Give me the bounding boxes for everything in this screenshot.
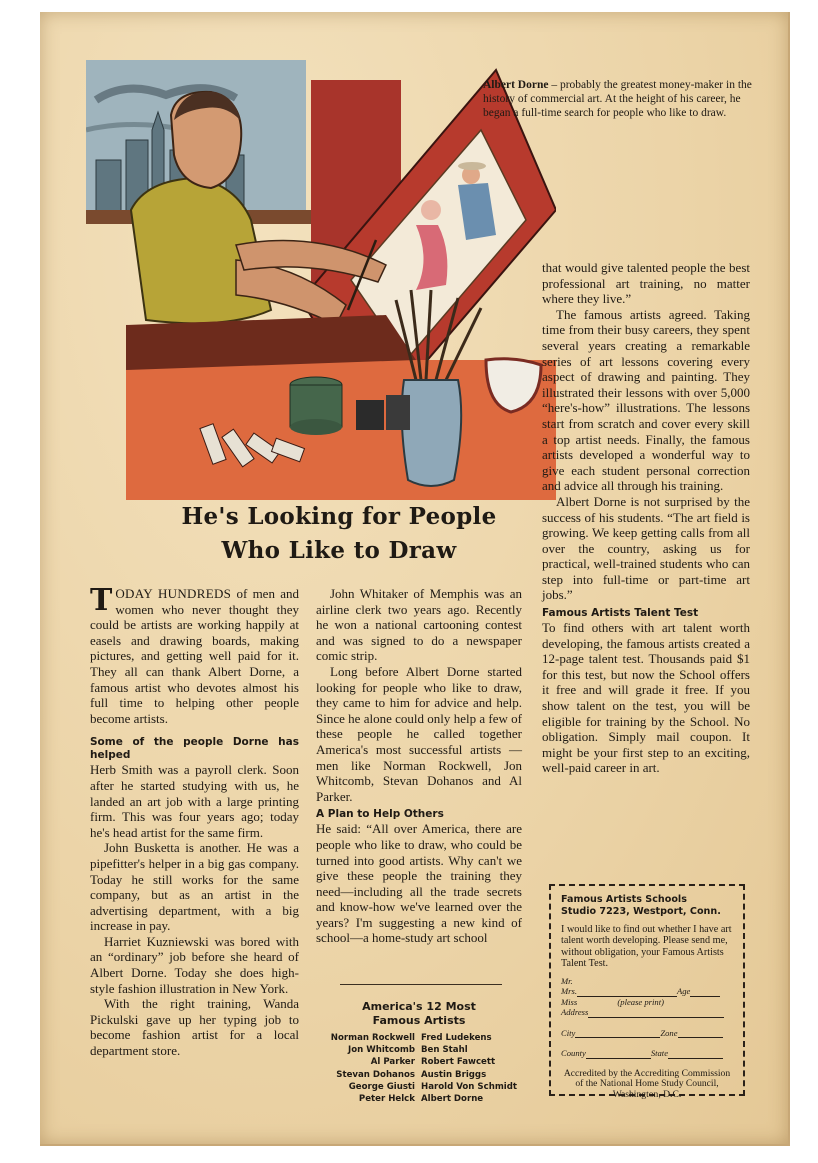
coupon-county-state-field[interactable] (561, 1048, 733, 1059)
coupon-title-mr: Mr. (561, 975, 573, 986)
artist-name: Austin Briggs (421, 1069, 487, 1080)
col3-paragraph-2: The famous artists agreed. Taking time from their busy careers, they spent several years creating a remarkable series of art lessons covering every aspect of drawing and painting. They illustrated their lessons with over 5,000 “here's-how” illustrations. The lessons start from scratch and cover every skill a top artist needs. Finally, the famous artists developed a wonderful way to give each student personal correction and advice all through his training. (542, 306, 750, 494)
albert-dorne-illustration (86, 60, 556, 500)
artist-name: George Giusti (348, 1081, 415, 1092)
coupon-miss-row (561, 997, 733, 1008)
coupon-accreditation: Accredited by the Accrediting Commission of the National Home Study Council, Washington, D.C. (563, 1067, 731, 1100)
headline-line-2: Who Like to Draw (221, 537, 457, 564)
coupon-city-label: City (561, 1027, 576, 1038)
artist-name: Al Parker (370, 1057, 415, 1068)
col2-subheading: A Plan to Help Others (316, 808, 444, 821)
col1-paragraph-4: Harriet Kuzniewski was bored with an “ordinary” job before she heard of Albert Dorne. Today she does high-style fashion illustration in New York. (90, 933, 299, 996)
artists-title (316, 1000, 522, 1028)
caption-name: Albert Dorne (483, 79, 549, 91)
col3-subheading: Famous Artists Talent Test (542, 607, 699, 620)
article-column-3 (542, 260, 750, 776)
col1-paragraph-5: With the right training, Wanda Pickulski gave up her typing job to become fashion artist for a local department store. (90, 996, 299, 1059)
artist-name: Robert Fawcett (421, 1057, 496, 1068)
col1-paragraph-1 (90, 583, 299, 726)
artist-name: Fred Ludekens (421, 1033, 492, 1043)
col1-p1-text: of men and women who never thought they could be artists are working happily at easels and drawing boards, making pictures, and getting well paid for it. They all can thank Albert Dorne, a famous artist who devotes almost his full time to helping other people become artists. (90, 586, 299, 726)
artist-name: Norman Rockwell (330, 1033, 415, 1043)
coupon-zone-label: Zone (660, 1027, 678, 1038)
headline-line-1: He's Looking for People (181, 503, 497, 530)
col3-paragraph-3: Albert Dorne is not surprised by the success of his students. “The art field is growing. We keep getting calls from all over the country, asking us for practical, well-trained students who can step into full-time or part-time art jobs.” (542, 493, 750, 603)
artist-name: Stevan Dohanos (336, 1069, 415, 1080)
artists-divider (340, 984, 502, 985)
coupon-address-label: Address (561, 1007, 589, 1018)
coupon-please-print: (please print) (617, 996, 664, 1007)
coupon-state-label: State (650, 1048, 669, 1059)
col3-paragraph-4: To find others with art talent worth developing, the famous artists created a 12-page talent test. Thousands paid $1 for this test, but now the School offers it free and will grade it free. If you show talent on the test, you will be eligible for training by the School. No obligation. Simply mail coupon. It might be your first step to an exciting, well-paid career in art. (542, 620, 750, 776)
artist-name: Jon Whitcomb (348, 1045, 415, 1056)
coupon-address-field[interactable] (561, 1007, 733, 1018)
artist-name: Peter Helck (358, 1094, 415, 1105)
coupon-age-label: Age (677, 986, 691, 997)
coupon-title-miss: Miss (561, 996, 578, 1007)
lead-small-caps: ODAY HUNDREDS (115, 586, 232, 601)
col3-paragraph-1: that would give talented people the best professional art training, no matter where they live.” (542, 260, 750, 307)
col2-paragraph-3: He said: “All over America, there are people who like to draw, who could be turned into good artists. Why can't we give these people the training they need—including all the trade secrets and know-how we've learned over the years? I'm suggesting a new kind of school—a home-study art school (316, 821, 522, 946)
col1-paragraph-3: John Busketta is another. He was a pipefitter's helper in a big gas company. Today he still works for the same company, but as an artist in the advertising department, with a big increase in pay. (90, 840, 299, 934)
coupon-name-row[interactable] (561, 986, 733, 997)
drop-cap: T (90, 583, 113, 618)
headline (124, 500, 554, 568)
coupon-school-address: Studio 7223, Westport, Conn. (561, 906, 721, 917)
artist-name: Harold Von Schmidt (421, 1081, 517, 1092)
artist-name: Ben Stahl (421, 1045, 468, 1056)
col1-subheading: Some of the people Dorne has helped (90, 736, 299, 762)
caption-text: – probably the greatest money-maker in the history of commercial art. At the height of his career, he began a full-time search for people who like to draw. (483, 79, 752, 119)
coupon-title-mrs: Mrs. (561, 986, 577, 997)
coupon-county-label: County (561, 1048, 586, 1059)
article-column-2 (316, 586, 522, 946)
artist-name: Albert Dorne (421, 1094, 484, 1105)
artists-title-line-2: Famous Artists (372, 1014, 466, 1027)
article-column-1 (90, 583, 299, 1059)
illustration-caption (483, 78, 753, 120)
col2-paragraph-1: John Whitaker of Memphis was an airline clerk two years ago. Recently he won a national cartooning contest and was signed to do a newspaper comic strip. (316, 586, 522, 664)
col2-paragraph-2: Long before Albert Dorne started looking for people who like to draw, they came to him for advice and help. Since he alone could only help a few of these people he called together America's most successful artists —men like Norman Rockwell, Jon Whitcomb, Stevan Dohanos and Al Parker. (316, 663, 522, 804)
magazine-page (40, 12, 790, 1146)
col1-paragraph-2: Herb Smith was a payroll clerk. Soon after he started studying with us, he landed an art job with a large printing firm. This was four years ago; today he's head artist for the same firm. (90, 762, 299, 840)
famous-artists-list (306, 1032, 536, 1105)
coupon-city-zone-field[interactable] (561, 1028, 733, 1039)
coupon-school-name: Famous Artists Schools (561, 894, 687, 905)
artists-title-line-1: America's 12 Most (362, 1000, 476, 1013)
coupon-message: I would like to find out whether I have art talent worth developing. Please send me, without obligation, your Famous Artists Talent Test. (561, 924, 732, 970)
mail-in-coupon[interactable] (549, 884, 745, 1100)
